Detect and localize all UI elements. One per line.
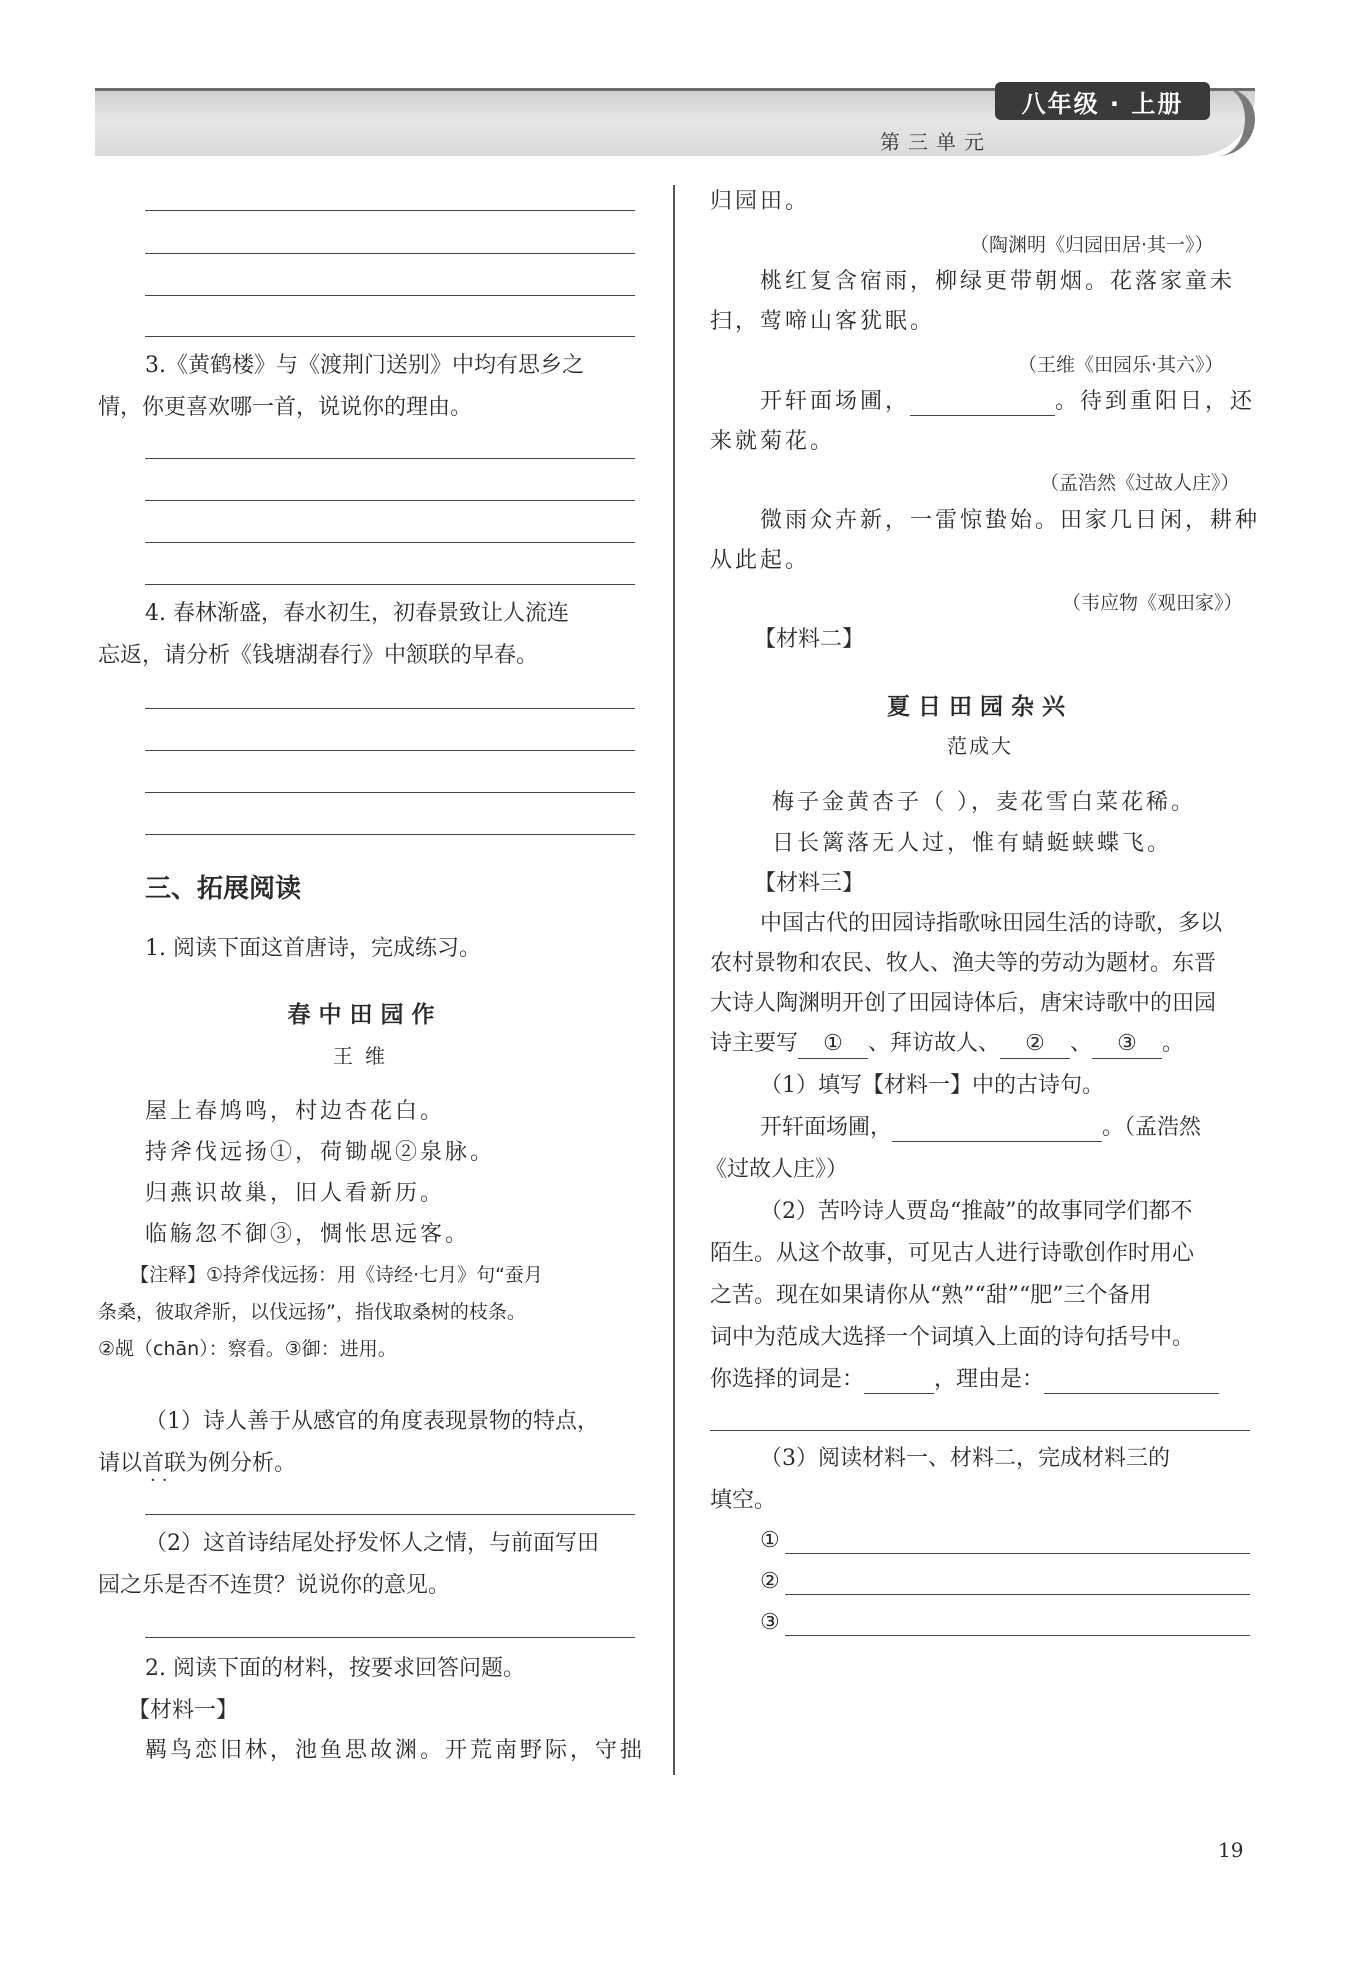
material-3-text: 农村景物和农民、牧人、渔夫等的劳动为题材。东晋	[710, 951, 1217, 976]
page-number: 19	[1218, 1838, 1244, 1862]
reading-1-q2: （2）这首诗结尾处抒发怀人之情，与前面写田	[145, 1531, 599, 1556]
reading-2-intro: 2. 阅读下面的材料，按要求回答问题。	[145, 1656, 525, 1681]
question-1: （1）填写【材料一】中的古诗句。	[760, 1073, 1104, 1098]
question-2-answer	[710, 1366, 1219, 1394]
text-fragment: 你选择的词是：	[710, 1367, 865, 1392]
poem-line: 日长篱落无人过，惟有蜻蜓蛱蝶飞。	[772, 831, 1173, 856]
answer-line[interactable]	[145, 210, 635, 211]
poem-line: 归燕识故巢，旧人看新历。	[145, 1181, 446, 1206]
emphasis-dots: ··	[150, 1470, 174, 1491]
text-fragment: 。	[1162, 1031, 1185, 1056]
fill-blank-1[interactable]: ①	[798, 1030, 868, 1059]
answer-marker: ③	[760, 1610, 780, 1635]
answer-line[interactable]	[145, 458, 635, 459]
poem-line: 从此起。	[710, 548, 811, 573]
material-2-label: 【材料二】	[754, 627, 865, 652]
annotation: 条桑，彼取斧斨，以伐远扬”，指伐取桑树的枝条。	[98, 1301, 526, 1323]
poem-author: 范成大	[947, 734, 1013, 758]
question-4-cont: 忘返，请分析《钱塘湖春行》中颔联的早春。	[98, 643, 539, 668]
material-1-label: 【材料一】	[128, 1698, 239, 1723]
answer-line[interactable]	[145, 500, 635, 501]
question-3: 3.《黄鹤楼》与《渡荆门送别》中均有思乡之	[145, 353, 584, 378]
poem-line: 桃红复含宿雨，柳绿更带朝烟。花落家童未	[760, 269, 1236, 294]
reason-blank[interactable]	[1044, 1368, 1219, 1394]
text-fragment: 开轩面场圃，	[760, 1115, 893, 1140]
reading-1-q1-cont: 请以首联为例分析。	[98, 1451, 297, 1476]
answer-line[interactable]	[145, 336, 635, 337]
reading-1-intro: 1. 阅读下面这首唐诗，完成练习。	[145, 936, 481, 961]
fill-blank[interactable]	[892, 1116, 1102, 1142]
text-fragment: 诗主要写	[710, 1031, 799, 1056]
poem-fragment: 。待到重阳日，还	[1055, 389, 1256, 414]
answer-marker: ①	[760, 1528, 780, 1553]
answer-line[interactable]	[145, 792, 635, 793]
answer-line[interactable]	[145, 542, 635, 543]
text-fragment: 、拜访故人、	[868, 1031, 1001, 1056]
answer-line[interactable]	[145, 1637, 635, 1638]
answer-line[interactable]	[145, 584, 635, 585]
answer-line[interactable]	[785, 1635, 1250, 1636]
word-blank[interactable]	[864, 1368, 934, 1394]
poem-title: 春中田园作	[287, 1001, 443, 1028]
poem-line: 微雨众卉新，一雷惊蛰始。田家几日闲，耕种	[760, 508, 1261, 533]
annotation: 【注释】①持斧伐远扬：用《诗经·七月》句“蚕月	[130, 1264, 543, 1286]
material-1-text: 羁鸟恋旧林，池鱼思故渊。开荒南野际，守拙	[145, 1738, 646, 1763]
answer-line[interactable]	[145, 253, 635, 254]
fill-blank[interactable]	[910, 390, 1055, 416]
fill-blank-2[interactable]: ②	[1000, 1030, 1070, 1059]
annotation: ②觇（chān）：察看。③御：进用。	[98, 1338, 397, 1360]
text-fragment: 、	[1070, 1031, 1093, 1056]
column-divider	[673, 185, 675, 1775]
question-1-cont: 《过故人庄》）	[705, 1157, 849, 1182]
poem-fragment: 开轩面场圃，	[760, 389, 911, 414]
poem-line: 扫，莺啼山客犹眠。	[710, 309, 936, 334]
answer-line[interactable]	[145, 708, 635, 709]
source-citation: （陶渊明《归园田居·其一》）	[970, 234, 1214, 256]
poem-line: 梅子金黄杏子（ ），麦花雪白菜花稀。	[772, 790, 1196, 815]
section-title: 三、拓展阅读	[145, 874, 302, 904]
question-2: （2）苦吟诗人贾岛“推敲”的故事同学们都不	[760, 1199, 1193, 1224]
answer-line[interactable]	[785, 1594, 1250, 1595]
answer-line[interactable]	[145, 295, 635, 296]
material-1-cont: 归园田。	[710, 189, 811, 214]
question-3-cont: 情，你更喜欢哪一首，说说你的理由。	[98, 395, 473, 420]
poem-line	[760, 388, 1255, 416]
poem-author: 王维	[333, 1044, 397, 1068]
answer-line[interactable]	[145, 750, 635, 751]
answer-marker: ②	[760, 1569, 780, 1594]
question-2-cont: 陌生。从这个故事，可见古人进行诗歌创作时用心	[710, 1241, 1195, 1266]
reading-1-q1: （1）诗人善于从感官的角度表现景物的特点，	[145, 1409, 599, 1434]
question-4: 4. 春林渐盛，春水初生，初春景致让人流连	[145, 601, 569, 626]
question-1-line	[760, 1114, 1201, 1142]
source-citation: （韦应物《观田家》）	[1062, 592, 1243, 614]
fill-blank-3[interactable]: ③	[1092, 1030, 1162, 1059]
material-3-label: 【材料三】	[754, 871, 865, 896]
poem-title: 夏日田园杂兴	[887, 693, 1073, 720]
poem-line: 持斧伐远扬①，荷锄觇②泉脉。	[145, 1140, 496, 1165]
text-fragment: ，理由是：	[934, 1367, 1045, 1392]
source-citation: （王维《田园乐·其六》）	[1018, 354, 1224, 376]
question-3: （3）阅读材料一、材料二，完成材料三的	[760, 1446, 1170, 1471]
grade-tag: 八年级 · 上册	[995, 82, 1210, 120]
question-3-cont: 填空。	[710, 1488, 777, 1513]
unit-label: 第三单元	[880, 130, 992, 154]
poem-line: 临觞忽不御③，惆怅思远客。	[145, 1222, 471, 1247]
answer-line[interactable]	[145, 1514, 635, 1515]
reading-1-q2-cont: 园之乐是否不连贯？说说你的意见。	[98, 1573, 451, 1598]
question-2-cont: 之苦。现在如果请你从“熟”“甜”“肥”三个备用	[710, 1283, 1152, 1308]
material-3-text	[710, 1030, 1184, 1059]
material-3-text: 中国古代的田园诗指歌咏田园生活的诗歌，多以	[760, 911, 1223, 936]
poem-line: 来就菊花。	[710, 429, 836, 454]
question-2-cont: 词中为范成大选择一个词填入上面的诗句括号中。	[710, 1325, 1195, 1350]
answer-line[interactable]	[145, 834, 635, 835]
poem-line: 屋上春鸠鸣，村边杏花白。	[145, 1099, 446, 1124]
material-3-text: 大诗人陶渊明开创了田园诗体后，唐宋诗歌中的田园	[710, 991, 1217, 1016]
source-citation: （孟浩然《过故人庄》）	[1040, 472, 1240, 494]
answer-line[interactable]	[785, 1553, 1250, 1554]
text-fragment: 。（孟浩然	[1102, 1115, 1202, 1140]
answer-line[interactable]	[710, 1430, 1250, 1431]
